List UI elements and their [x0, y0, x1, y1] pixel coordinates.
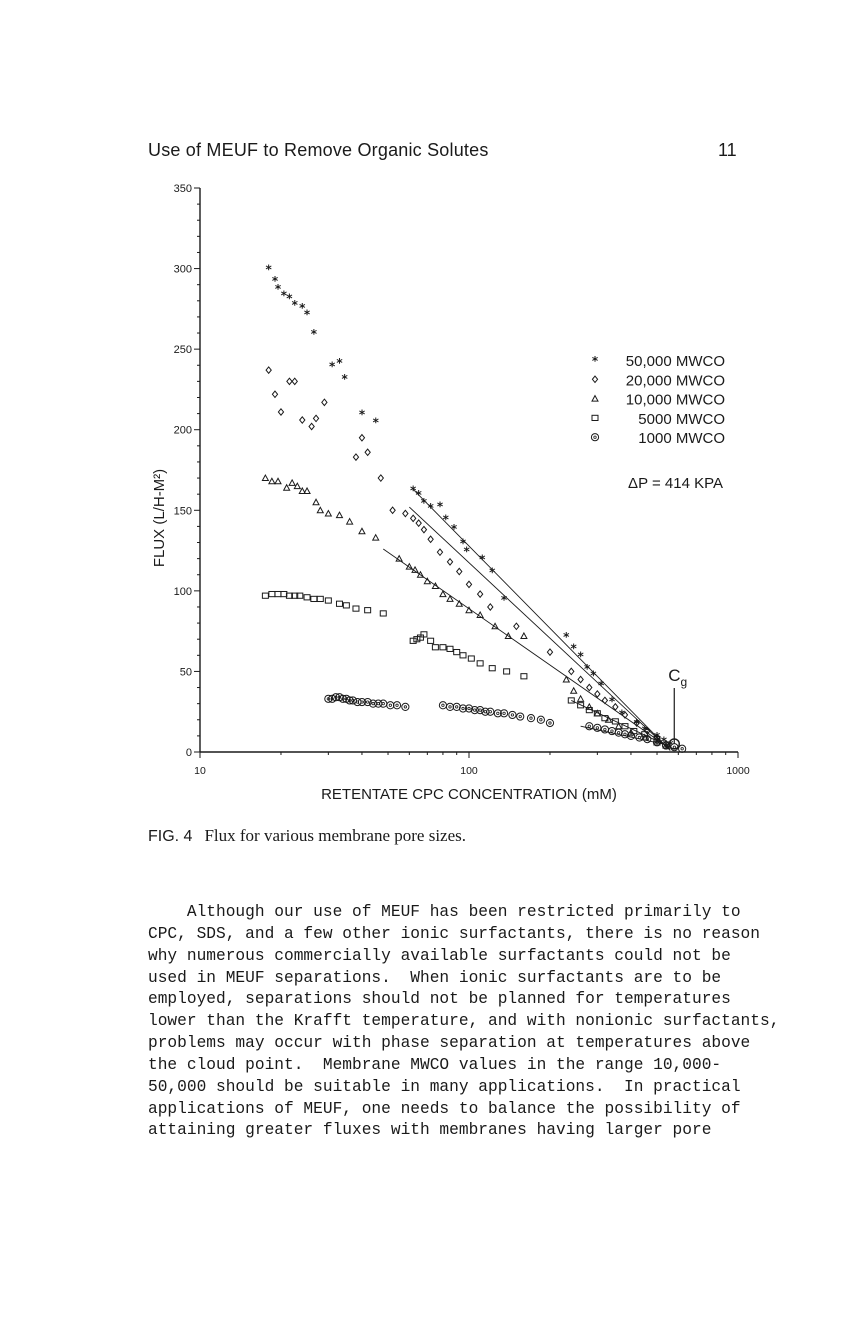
data-point	[466, 581, 471, 587]
data-point	[590, 669, 597, 683]
svg-text:*: *	[450, 522, 458, 537]
x-tick-label: 100	[460, 765, 478, 777]
data-point	[457, 568, 462, 574]
svg-text:*: *	[590, 668, 597, 683]
data-point	[313, 415, 318, 421]
data-point	[460, 653, 466, 658]
data-point	[406, 564, 412, 570]
svg-text:*: *	[459, 536, 467, 551]
data-point	[421, 526, 426, 532]
svg-text:*: *	[436, 499, 444, 514]
svg-text:*: *	[280, 288, 288, 303]
data-point	[571, 641, 578, 655]
data-point	[272, 391, 277, 397]
legend-label: 50,000 MWCO	[625, 353, 725, 370]
paragraph-line: why numerous commercially available surfactants could not be	[148, 946, 731, 965]
svg-text:*: *	[286, 291, 293, 306]
paragraph-line: employed, separations should not be planned for temperatures	[148, 990, 731, 1009]
data-point	[353, 454, 358, 460]
running-header-title: Use of MEUF to Remove Organic Solutes	[148, 140, 489, 160]
legend-label: 10,000 MWCO	[625, 391, 725, 409]
svg-text:*: *	[563, 629, 570, 644]
data-point	[537, 716, 544, 723]
data-point	[514, 623, 519, 629]
fit-lines	[383, 489, 670, 750]
svg-text:*: *	[489, 565, 496, 580]
data-point	[325, 511, 331, 516]
data-point	[440, 645, 446, 650]
fit-line	[409, 507, 670, 750]
data-point	[547, 649, 552, 655]
legend-label: 5000 MWCO	[638, 410, 725, 428]
legend-label: 1000 MWCO	[638, 430, 725, 448]
data-point	[414, 637, 420, 642]
data-point	[492, 623, 498, 629]
data-point	[289, 480, 295, 486]
data-point	[432, 645, 438, 650]
x-tick-label: 1000	[726, 765, 750, 777]
svg-text:*: *	[584, 662, 591, 677]
chart-labels	[151, 469, 723, 803]
data-point	[463, 545, 470, 559]
svg-text:*: *	[591, 354, 599, 368]
page-number: 11	[718, 140, 737, 160]
data-point	[311, 327, 318, 341]
data-point	[309, 423, 314, 429]
data-point	[479, 553, 486, 567]
data-point	[304, 308, 311, 322]
data-points	[262, 262, 688, 753]
y-axis-title: FLUX (L/H-M²)	[151, 468, 168, 568]
cg-annotation: $C_g$	[668, 666, 688, 689]
data-point	[287, 378, 292, 384]
y-tick-label: 250	[173, 344, 192, 357]
svg-text:*: *	[608, 694, 616, 709]
paragraph-line: Although our use of MEUF has been restricted primarily to	[148, 903, 741, 921]
data-point	[393, 702, 400, 709]
legend-label: 20,000 MWCO	[625, 372, 725, 390]
data-point	[437, 549, 442, 555]
y-tick-label: 150	[173, 505, 192, 518]
data-point	[311, 596, 317, 601]
data-point	[317, 507, 323, 513]
paragraph-line: 50,000 should be suitable in many applications. In practical	[148, 1077, 741, 1096]
data-point	[329, 359, 336, 373]
data-point	[359, 408, 366, 422]
data-point	[428, 536, 433, 542]
svg-text:*: *	[329, 359, 336, 374]
y-tick-label: 100	[173, 585, 192, 598]
data-point	[488, 604, 493, 610]
chart-legend	[591, 353, 725, 447]
svg-text:*: *	[641, 723, 648, 738]
data-point	[578, 696, 584, 702]
svg-text:*: *	[372, 415, 379, 430]
data-point	[571, 688, 577, 694]
data-point	[608, 727, 615, 734]
legend-marker	[592, 415, 598, 420]
data-point	[342, 372, 349, 386]
data-point	[390, 507, 395, 513]
data-point	[416, 520, 421, 526]
svg-text:*: *	[303, 307, 311, 322]
data-point	[304, 595, 310, 600]
paragraph-line: problems may occur with phase separation at temperatures above	[148, 1034, 751, 1053]
svg-text:*: *	[310, 327, 317, 342]
data-point	[602, 697, 607, 703]
data-point	[262, 593, 268, 598]
data-point	[380, 611, 386, 616]
data-point	[359, 435, 364, 441]
svg-text:*: *	[479, 552, 486, 567]
svg-text:*: *	[415, 488, 422, 503]
paragraph-line: used in MEUF separations. When ionic surfactants are to be	[148, 968, 722, 987]
data-point	[353, 606, 359, 611]
y-tick-label: 0	[185, 747, 192, 759]
paragraph-line: attaining greater fluxes with membranes having larger pore	[148, 1121, 712, 1140]
data-point	[594, 724, 601, 731]
legend-marker	[592, 354, 599, 368]
svg-text:*: *	[358, 407, 366, 422]
data-point	[447, 559, 452, 565]
data-point	[487, 708, 494, 715]
svg-text:*: *	[410, 483, 417, 498]
y-tick-label: 350	[173, 183, 192, 195]
data-point	[446, 703, 453, 710]
data-point	[478, 591, 483, 597]
data-point	[546, 719, 553, 726]
data-point	[454, 649, 460, 654]
data-point	[365, 608, 371, 613]
data-point	[601, 726, 608, 733]
body-paragraph	[148, 902, 780, 1142]
svg-text:*: *	[570, 641, 577, 656]
x-axis-title: RETENTATE CPC CONCENTRATION (mM)	[321, 786, 617, 803]
data-point	[373, 535, 379, 541]
data-point	[365, 449, 370, 455]
data-point	[577, 649, 584, 663]
x-tick-label: 10	[194, 765, 206, 777]
data-point	[521, 633, 527, 639]
svg-text:*: *	[660, 734, 667, 749]
data-point	[343, 603, 349, 608]
data-point	[313, 499, 319, 505]
data-point	[679, 745, 686, 752]
data-point	[443, 512, 450, 526]
svg-text:*: *	[427, 501, 434, 516]
svg-text:*: *	[442, 512, 449, 527]
data-point	[292, 298, 299, 312]
figure-label: FIG. 4	[148, 828, 193, 845]
svg-text:*: *	[618, 707, 625, 722]
data-point	[325, 598, 331, 603]
data-point	[275, 591, 281, 596]
data-point	[411, 515, 416, 521]
svg-text:*: *	[274, 281, 282, 296]
pressure-annotation: ΔP = 414 KPA	[628, 475, 723, 492]
figure-caption	[148, 826, 466, 846]
data-point	[609, 694, 616, 708]
data-point	[527, 715, 534, 722]
legend-marker	[591, 434, 598, 441]
data-point	[403, 510, 408, 516]
legend-marker	[592, 396, 598, 402]
data-point	[359, 528, 365, 534]
paragraph-line: lower than the Krafft temperature, and with nonionic surfactants,	[148, 1012, 780, 1031]
data-point	[347, 519, 353, 525]
data-point	[336, 601, 342, 606]
y-tick-label: 300	[173, 263, 192, 276]
data-point	[569, 668, 574, 674]
paragraph-line: applications of MEUF, one needs to balance the possibility of	[148, 1099, 741, 1118]
data-point	[509, 711, 516, 718]
data-point	[300, 417, 305, 423]
data-point	[517, 713, 524, 720]
data-point	[605, 717, 611, 723]
y-tick-label: 200	[173, 424, 192, 437]
data-point	[428, 638, 434, 643]
svg-text:*: *	[291, 298, 298, 313]
svg-text:*: *	[577, 649, 584, 664]
data-point	[636, 734, 643, 741]
data-point	[598, 678, 605, 692]
data-point	[501, 593, 508, 607]
svg-text:*: *	[598, 678, 605, 693]
data-point	[317, 596, 323, 601]
paragraph-line: the cloud point. Membrane MWCO values in the range 10,000-	[148, 1055, 722, 1074]
data-point	[292, 378, 297, 384]
data-point	[587, 684, 592, 690]
data-point	[266, 367, 271, 373]
data-point	[380, 700, 387, 707]
data-point	[269, 591, 275, 596]
svg-text:*: *	[463, 544, 470, 559]
data-point	[586, 723, 593, 730]
data-point	[563, 630, 570, 644]
data-point	[447, 646, 453, 651]
data-point	[468, 656, 474, 661]
data-point	[336, 512, 342, 518]
svg-text:*: *	[500, 592, 508, 607]
svg-text:*: *	[633, 716, 640, 731]
svg-text:*: *	[271, 273, 279, 288]
svg-text:*: *	[299, 301, 306, 316]
fit-line	[383, 549, 670, 749]
data-point	[489, 566, 496, 580]
data-point	[304, 488, 310, 494]
data-point	[439, 702, 446, 709]
data-point	[278, 409, 283, 415]
data-point	[269, 478, 275, 484]
data-point	[275, 478, 281, 484]
data-point	[563, 676, 569, 682]
data-point	[427, 501, 434, 515]
data-point	[322, 399, 327, 405]
data-point	[619, 707, 626, 721]
legend-marker	[592, 376, 597, 382]
data-point	[521, 674, 527, 679]
data-point	[489, 666, 495, 671]
data-point	[578, 676, 583, 682]
data-point	[477, 661, 483, 666]
svg-text:*: *	[265, 262, 272, 277]
data-point	[402, 703, 409, 710]
data-point	[451, 522, 458, 536]
data-point	[387, 702, 394, 709]
paragraph-line: CPC, SDS, and a few other ionic surfactants, there is no reason	[148, 924, 760, 943]
y-tick-label: 50	[179, 666, 192, 679]
data-point	[504, 669, 510, 674]
svg-text:*: *	[653, 729, 661, 744]
data-point	[410, 638, 416, 643]
svg-text:*: *	[420, 496, 428, 511]
svg-text:*: *	[336, 356, 343, 371]
data-point	[373, 416, 380, 430]
caption-text: Flux for various membrane pore sizes.	[204, 826, 466, 845]
data-point	[378, 475, 383, 481]
data-point	[336, 356, 343, 370]
svg-text:*: *	[667, 737, 674, 752]
data-point	[262, 475, 268, 481]
svg-text:*: *	[341, 372, 348, 387]
